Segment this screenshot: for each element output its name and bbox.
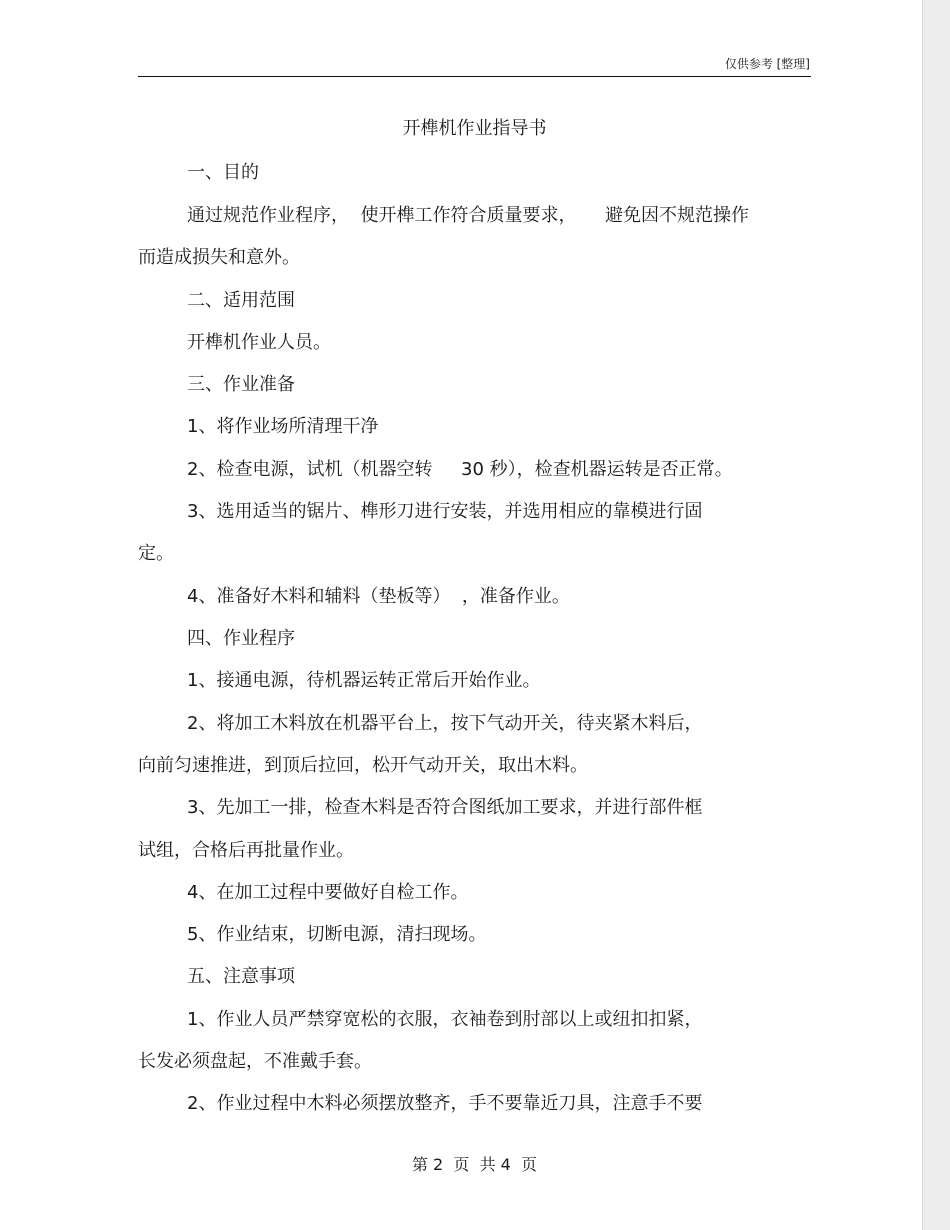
paragraph: 开榫机作业人员。 xyxy=(187,332,331,353)
document-title: 开榫机作业指导书 xyxy=(402,118,547,139)
header-note: 仅供参考 [整理] xyxy=(724,57,810,71)
list-item: 4、准备好木料和辅料（垫板等） ，准备作业。 xyxy=(187,586,570,607)
list-item: 1、作业人员严禁穿宽松的衣服，衣袖卷到肘部以上或纽扣扣紧， xyxy=(187,1009,703,1030)
list-item: 4、在加工过程中要做好自检工作。 xyxy=(187,882,469,903)
list-item: 5、作业结束，切断电源，清扫现场。 xyxy=(187,924,487,945)
section-heading-procedure: 四、作业程序 xyxy=(187,628,295,649)
list-item: 3、选用适当的锯片、榫形刀进行安装，并选用相应的靠模进行固 xyxy=(187,501,703,522)
page-number-footer: 第 2 页 共 4 页 xyxy=(411,1155,538,1174)
section-heading-notes: 五、注意事项 xyxy=(187,966,295,987)
list-item: 1、将作业场所清理干净 xyxy=(187,416,379,437)
header-rule xyxy=(138,76,811,77)
list-item: 2、将加工木料放在机器平台上，按下气动开关，待夹紧木料后， xyxy=(187,713,703,734)
list-item: 2、检查电源，试机（机器空转 30 秒），检查机器运转是否正常。 xyxy=(187,459,733,480)
section-heading-purpose: 一、目的 xyxy=(187,162,259,183)
list-item-continuation: 长发必须盘起，不准戴手套。 xyxy=(138,1051,372,1072)
paragraph-continuation: 而造成损失和意外。 xyxy=(138,247,300,268)
list-item-continuation: 向前匀速推进，到顶后拉回，松开气动开关，取出木料。 xyxy=(138,755,588,776)
list-item: 3、先加工一排，检查木料是否符合图纸加工要求，并进行部件框 xyxy=(187,797,703,818)
list-item: 2、作业过程中木料必须摆放整齐，手不要靠近刀具，注意手不要 xyxy=(187,1093,703,1114)
section-heading-scope: 二、适用范围 xyxy=(187,290,295,311)
section-heading-preparation: 三、作业准备 xyxy=(187,374,295,395)
list-item-continuation: 定。 xyxy=(138,543,174,564)
paragraph: 通过规范作业程序， 使开榫工作符合质量要求， 避免因不规范操作 xyxy=(187,205,750,226)
list-item: 1、接通电源，待机器运转正常后开始作业。 xyxy=(187,670,541,691)
list-item-continuation: 试组，合格后再批量作业。 xyxy=(138,840,354,861)
